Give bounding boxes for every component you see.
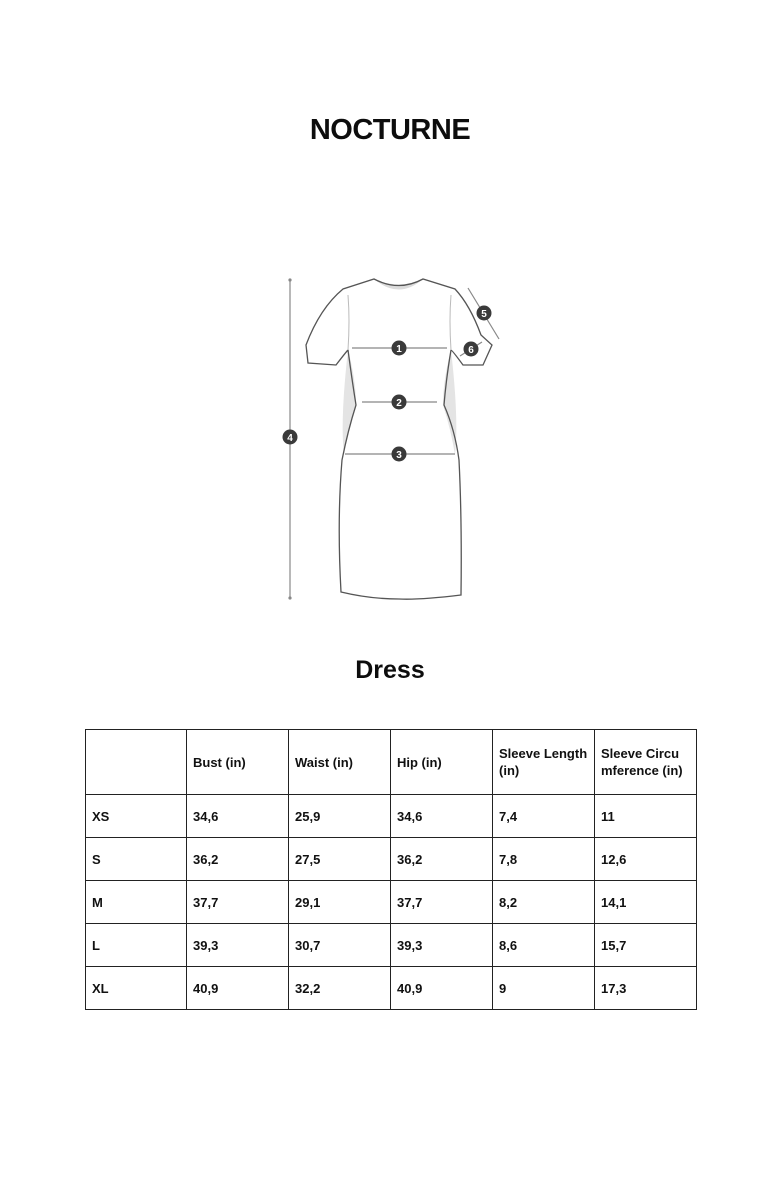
- hip-value: 34,6: [391, 795, 493, 838]
- table-header-row: [86, 730, 697, 795]
- size-label: L: [86, 924, 187, 967]
- bust-value: 40,9: [187, 967, 289, 1010]
- bust-value: 36,2: [187, 838, 289, 881]
- bust-value: 39,3: [187, 924, 289, 967]
- waist-value: 30,7: [289, 924, 391, 967]
- header-sleeve-length: Sleeve Length (in): [493, 730, 595, 795]
- bust-value: 37,7: [187, 881, 289, 924]
- sleeve-circumference-value: 14,1: [595, 881, 697, 924]
- table-row: [86, 924, 697, 967]
- header-waist: Waist (in): [289, 730, 391, 795]
- svg-text:4: 4: [287, 433, 293, 444]
- waist-value: 27,5: [289, 838, 391, 881]
- sleeve-length-value: 8,2: [493, 881, 595, 924]
- header-size: [86, 730, 187, 795]
- hip-value: 36,2: [391, 838, 493, 881]
- size-label: XL: [86, 967, 187, 1010]
- sleeve-length-value: 7,8: [493, 838, 595, 881]
- brand-title: NOCTURNE: [309, 114, 471, 146]
- sleeve-length-value: 8,6: [493, 924, 595, 967]
- svg-text:5: 5: [481, 309, 487, 320]
- header-bust: Bust (in): [187, 730, 289, 795]
- sleeve-length-value: 7,4: [493, 795, 595, 838]
- sleeve-circumference-value: 15,7: [595, 924, 697, 967]
- waist-value: 32,2: [289, 967, 391, 1010]
- size-label: S: [86, 838, 187, 881]
- hip-value: 40,9: [391, 967, 493, 1010]
- svg-text:6: 6: [468, 345, 474, 356]
- svg-text:3: 3: [396, 450, 402, 461]
- size-chart-table: [85, 729, 697, 1010]
- waist-value: 29,1: [289, 881, 391, 924]
- waist-value: 25,9: [289, 795, 391, 838]
- sleeve-length-value: 9: [493, 967, 595, 1010]
- sleeve-circumference-value: 12,6: [595, 838, 697, 881]
- sleeve-circumference-value: 11: [595, 795, 697, 838]
- table-row: [86, 881, 697, 924]
- table-row: [86, 838, 697, 881]
- size-label: M: [86, 881, 187, 924]
- svg-text:2: 2: [396, 398, 402, 409]
- header-sleeve-circumference: Sleeve Circumference (in): [595, 730, 697, 795]
- hip-value: 37,7: [391, 881, 493, 924]
- table-row: [86, 967, 697, 1010]
- svg-text:1: 1: [396, 344, 402, 355]
- table-row: [86, 795, 697, 838]
- hip-value: 39,3: [391, 924, 493, 967]
- header-hip: Hip (in): [391, 730, 493, 795]
- size-label: XS: [86, 795, 187, 838]
- bust-value: 34,6: [187, 795, 289, 838]
- sleeve-circumference-value: 17,3: [595, 967, 697, 1010]
- section-title: Dress: [355, 656, 425, 684]
